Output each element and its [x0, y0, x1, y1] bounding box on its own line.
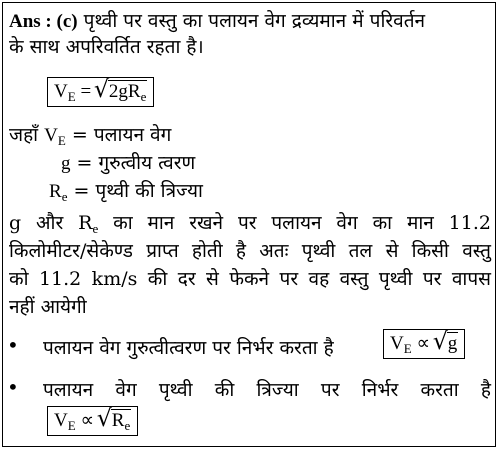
- r-meaning: = पृथ्वी की त्रिज्या: [73, 180, 203, 202]
- formula-v-sub: E: [67, 89, 76, 104]
- b1-prop: ∝: [416, 333, 431, 354]
- answer-text-1: पृथ्वी पर वस्तु का पलायन वेग द्रव्यमान में परिवर्तन: [83, 10, 426, 32]
- b2-radicand: R: [111, 410, 125, 431]
- para-line-3: [9, 265, 491, 291]
- answer-box: [2, 2, 496, 447]
- formula-v: V: [54, 81, 68, 102]
- where-word: जहाँ: [9, 124, 39, 146]
- b1-v: V: [390, 333, 404, 354]
- para-l1-b: का मान रखने पर पलायन वेग का मान 11.2: [113, 212, 491, 234]
- sqrt-symbol: [99, 409, 131, 433]
- para-l1-a: g और R: [9, 212, 93, 234]
- b2-prop: ∝: [80, 410, 95, 431]
- answer-text-2: के साथ अपरिवर्तित रहता है।: [9, 36, 204, 58]
- g-meaning: = गुरुत्वीय त्वरण: [76, 152, 196, 174]
- answer-line-1: [9, 7, 425, 33]
- bullet-2-formula: [47, 406, 138, 436]
- formula-radicand-sub: e: [140, 89, 147, 104]
- r-symbol-sub: e: [61, 189, 68, 204]
- b2-radicand-sub: e: [124, 418, 131, 433]
- formula-radicand: 2gR: [108, 81, 141, 102]
- escape-velocity-formula: [47, 77, 154, 107]
- b2-v-sub: E: [67, 418, 76, 433]
- where-v-sub: E: [57, 133, 66, 148]
- para-l1-sub: e: [92, 221, 99, 236]
- sqrt-symbol: [435, 332, 459, 356]
- where-v: V: [44, 125, 58, 146]
- bullet-2-icon: •: [7, 375, 19, 399]
- bullet-1-formula: [383, 329, 465, 359]
- para-line-1: [9, 209, 491, 235]
- r-definition: [49, 177, 203, 203]
- para-l2: किलोमीटर/सेकेण्ड प्राप्त होती है अतः पृथ्वी तल से किसी वस्तु: [9, 240, 491, 262]
- para-l4: नहीं आयेगी: [9, 296, 87, 318]
- sqrt-symbol: [96, 80, 147, 104]
- para-line-4: [9, 293, 87, 319]
- b2-v: V: [54, 410, 68, 431]
- g-symbol: g: [61, 153, 71, 174]
- para-l3: को 11.2 km/s की दर से फेकने पर वह वस्तु पृथ्वी पर वापस: [9, 268, 491, 290]
- bullet-2-text: [43, 376, 491, 402]
- answer-label: Ans : (c): [9, 11, 78, 32]
- bullet-2-label: पलायन वेग पृथ्वी की त्रिज्या पर निर्भर करता है: [43, 379, 491, 401]
- formula-eq: =: [80, 81, 92, 102]
- where-v-meaning: = पलायन वेग: [71, 124, 172, 146]
- bullet-1-label: पलायन वेग गुरुत्वीत्वरण पर निर्भर करता है: [43, 337, 334, 359]
- where-line: [9, 121, 171, 147]
- para-line-2: [9, 237, 491, 263]
- r-symbol: R: [49, 181, 62, 202]
- bullet-1-icon: •: [7, 333, 19, 357]
- b1-radicand: g: [447, 333, 458, 354]
- bullet-1-text: [43, 334, 334, 360]
- b1-v-sub: E: [403, 341, 412, 356]
- g-definition: [61, 149, 195, 175]
- answer-line-2: [9, 33, 204, 59]
